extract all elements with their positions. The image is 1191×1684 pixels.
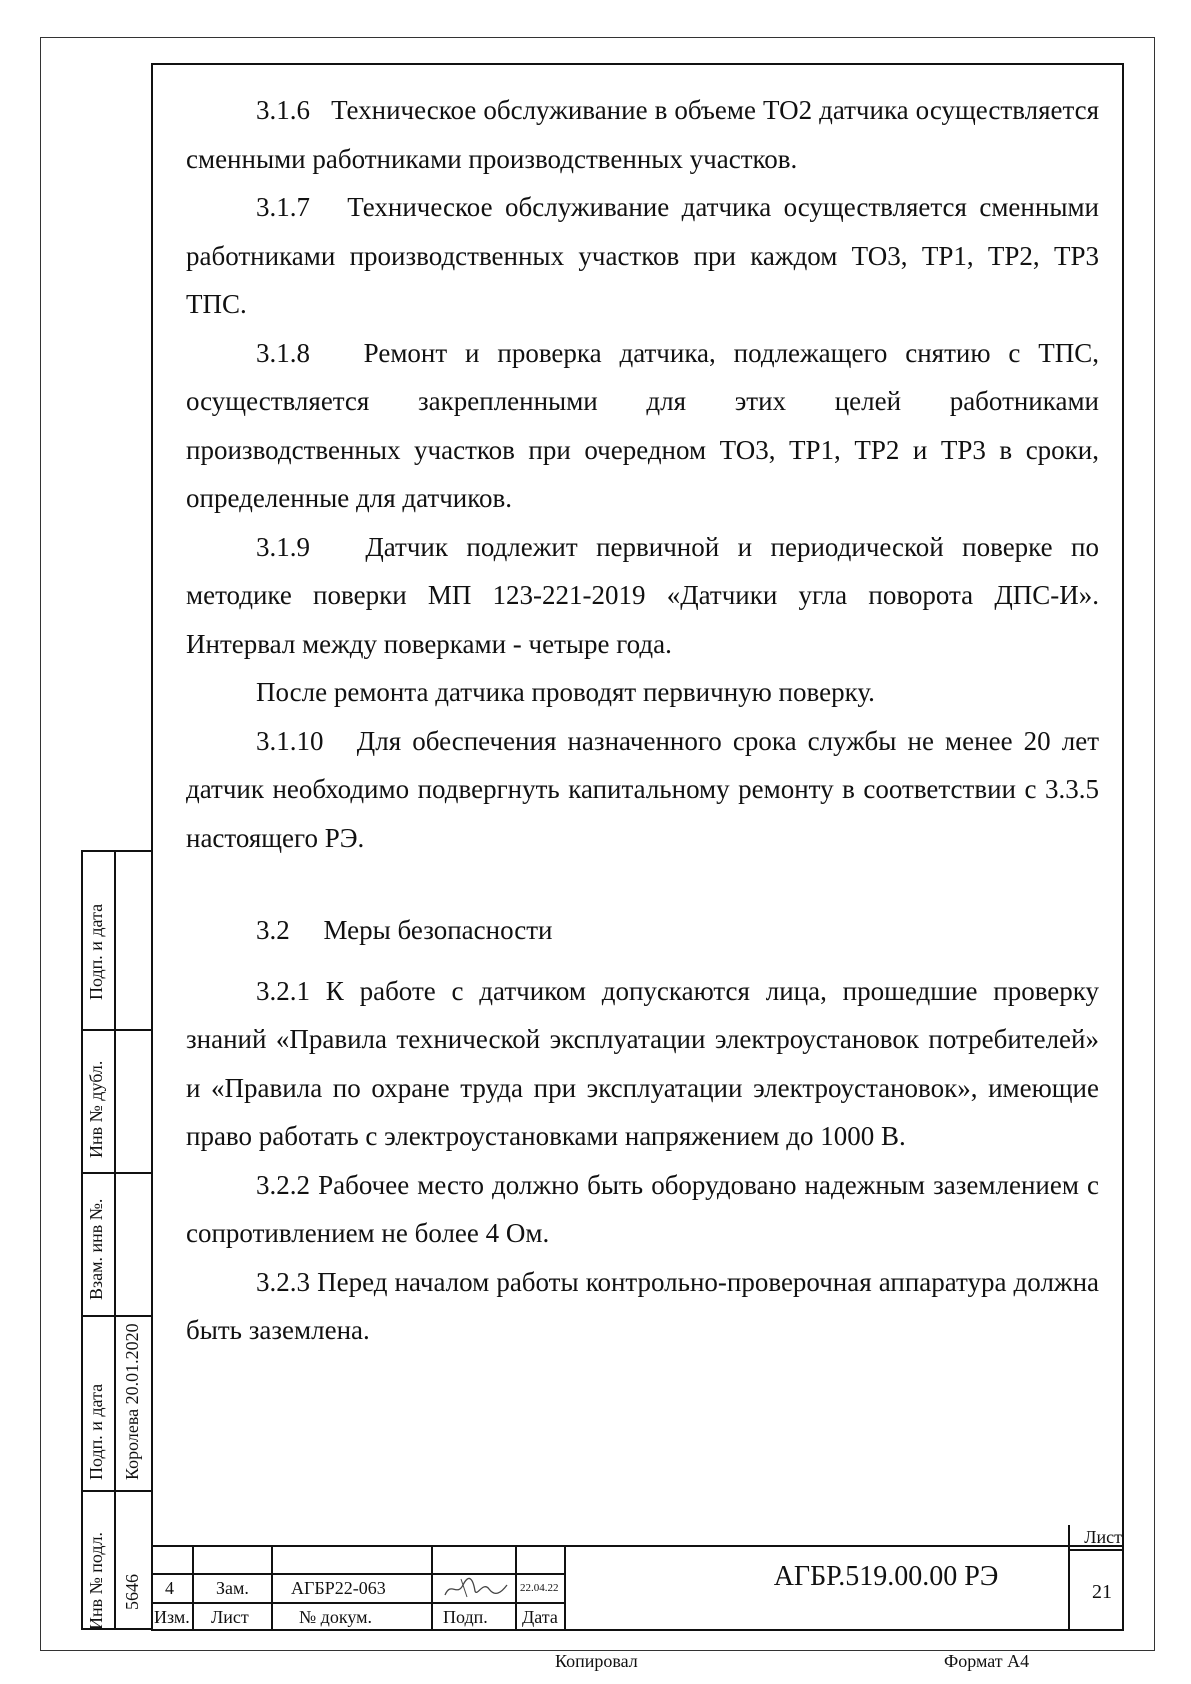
footer-format: Формат А4 [944, 1651, 1030, 1671]
header-izm: Изм. [154, 1607, 190, 1627]
label-inv-dubl: Инв № дубл. [86, 1060, 106, 1158]
date-value: 22.04.22 [520, 1582, 559, 1594]
tb-line [151, 1602, 564, 1604]
sheet-number: 21 [1092, 1581, 1112, 1603]
paragraph-3-2-1: 3.2.1 К работе с датчиком допускаются лица, прошедшие проверку знаний «Правила технической эксплуатации электроустановок потребителей» и «Правила по охране труда при эксплуатации электроустановок», имеющие право работать с электроустановками напряжением до 1000 В. [186, 975, 1100, 1151]
paragraph-3-1-8: 3.1.8 Ремонт и проверка датчика, подлежащего снятию с ТПС, осуществляется закрепленными для этих целей работниками производственных участков при очередном ТО3, ТР1, ТР2 и ТР3 в сроки, определенные для датчиков. [186, 337, 1100, 513]
paragraph-3-1-9: 3.1.9 Датчик подлежит первичной и периодической поверке по методике поверки МП 123-221-2019 «Датчики угла поворота ДПС-И». Интервал между поверками - четыре года. [186, 531, 1099, 659]
tb-line [564, 1545, 566, 1631]
label-podp-data-top: Подп. и дата [86, 903, 106, 1000]
side-divider [83, 1172, 153, 1174]
label-podp-data-bottom: Подп. и дата [86, 1383, 106, 1480]
label-vzam-inv: Взам. инв №. [86, 1198, 106, 1300]
header-doc-number: № докум. [299, 1607, 372, 1627]
header-date: Дата [522, 1607, 558, 1627]
sheet-label: Лист [1084, 1527, 1122, 1547]
list-value: Зам. [216, 1578, 249, 1598]
header-podp: Подп. [443, 1607, 488, 1627]
paragraph-after-repair: После ремонта датчика проводят первичную поверку. [256, 677, 875, 707]
paragraph-3-2-3: 3.2.3 Перед началом работы контрольно-проверочная аппаратура должна быть заземлена. [186, 1266, 1100, 1345]
tb-line [271, 1545, 273, 1631]
footer-copied: Копировал [555, 1651, 638, 1671]
tb-line [1068, 1549, 1124, 1551]
paragraph-3-1-10: 3.1.10 Для обеспечения назначенного срока службы не менее 20 лет датчик необходимо подвергнуть капитальному ремонту в соответствии с 3.3.5 настоящего РЭ. [186, 725, 1099, 853]
side-divider [114, 852, 116, 1628]
tb-line [1068, 1525, 1070, 1631]
tb-line [192, 1545, 194, 1631]
title-block [151, 1527, 1124, 1631]
document-body [186, 86, 1099, 1355]
paragraph-3-1-6: 3.1.6 Техническое обслуживание в объеме ТО2 датчика осуществляется сменными работниками производственных участков. [186, 95, 1099, 174]
side-divider [83, 1490, 153, 1492]
document-code: АГБР.519.00.00 РЭ [773, 1561, 999, 1592]
inv-podl-number: 5646 [122, 1574, 142, 1610]
izm-value: 4 [165, 1578, 174, 1598]
label-inv-podl: Инв № подл. [86, 1531, 106, 1630]
paragraph-3-2-2: 3.2.2 Рабочее место должно быть оборудовано надежным заземлением с сопротивлением не более 4 Ом. [186, 1169, 1100, 1248]
tb-line [151, 1545, 1124, 1547]
doc-number-value: АГБР22-063 [291, 1578, 386, 1598]
signer-name-date: Королева 20.01.2020 [122, 1323, 142, 1480]
tb-line [431, 1545, 433, 1631]
side-divider [83, 1029, 153, 1031]
header-list: Лист [211, 1607, 249, 1627]
side-divider [83, 1315, 153, 1317]
signature-graphic [441, 1575, 511, 1601]
section-heading-3-2: 3.2 Меры безопасности [256, 915, 553, 945]
tb-line [515, 1545, 517, 1631]
paragraph-3-1-7: 3.1.7 Техническое обслуживание датчика осуществляется сменными работниками производственных участков при каждом ТО3, ТР1, ТР2, ТР3 ТПС. [186, 192, 1099, 319]
